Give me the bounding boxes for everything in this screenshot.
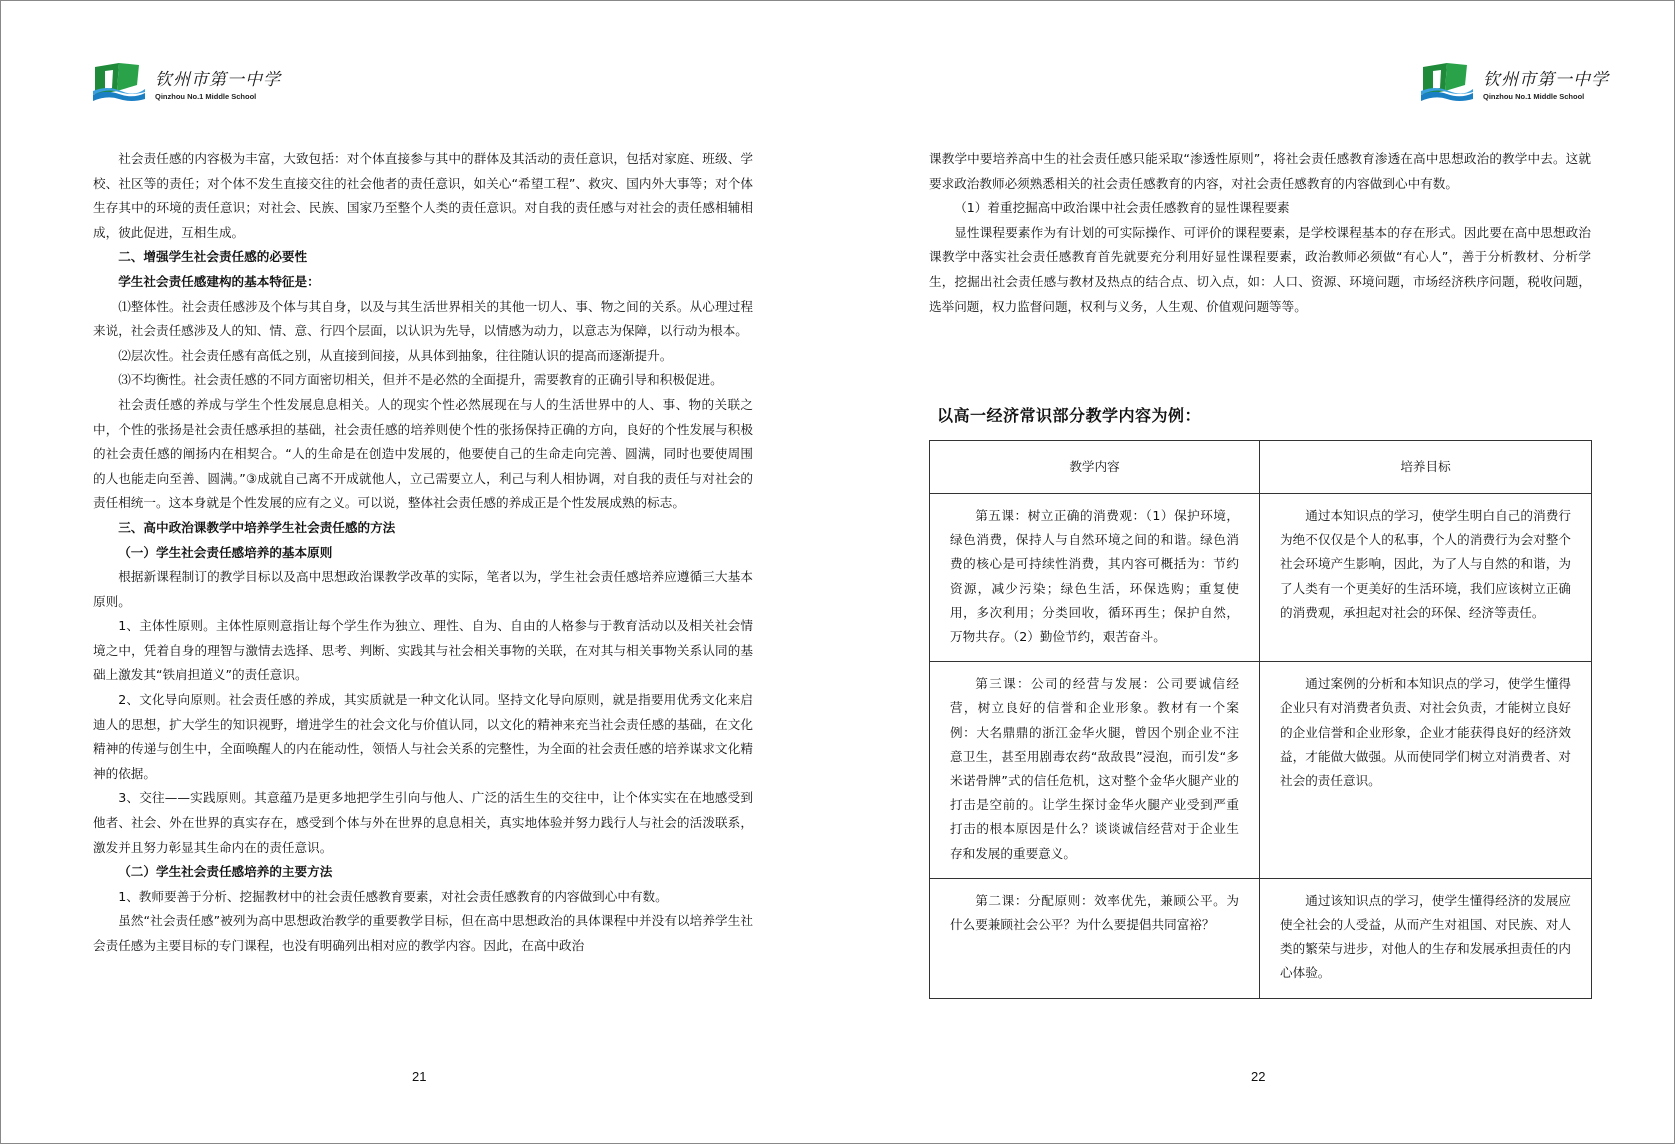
school-name-cn: 钦州市第一中学 xyxy=(1483,70,1609,90)
cell-text: 第三课：公司的经营与发展：公司要诚信经营，树立良好的信誉和企业形象。教材有一个案例：大名鼎鼎的浙江金华火腿，曾因个别企业不注意卫生，甚至用剧毒农药“敌敌畏”浸泡，而引发“多米诺骨牌”式的信任危机，这对整个金华火腿产业的打击是空前的。让学生探讨金华火腿产业受到严重打击的根本原因是什么？谈谈诚信经营对于企业生存和发展的重要意义。 xyxy=(950,676,1239,861)
paragraph: ⑵层次性。社会责任感有高低之别，从直接到间接，从具体到抽象，往往随认识的提高而逐渐提升。 xyxy=(118,347,673,363)
paragraph: ⑶不均衡性。社会责任感的不同方面密切相关，但并不是必然的全面提升，需要教育的正确引导和积极促进。 xyxy=(118,372,723,388)
paragraph: 显性课程要素作为有计划的可实际操作、可评价的课程要素，是学校课程基本的存在形式。因此要在高中思想政治课教学中落实社会责任感教育首先就要充分利用好显性课程要素，政治教师必须做“有心人”，善于分析教材、分析学生，挖掘出社会责任感与教材及热点的结合点、切入点，如：人口、资源、环境问题，市场经济秩序问题，税收问题，选举问题，权力监督问题，权利与义务，人生观、价值观问题等等。 xyxy=(929,224,1591,314)
subheading: （1）着重挖掘高中政治课中社会责任感教育的显性课程要素 xyxy=(954,200,1290,216)
subheading: （一）学生社会责任感培养的基本原则 xyxy=(118,544,333,560)
subheading: 学生社会责任感建构的基本特征是： xyxy=(118,273,320,289)
page-left xyxy=(1,1,839,1145)
school-name-en: Qinzhou No.1 Middle School xyxy=(155,92,257,101)
paragraph: 1、教师要善于分析、挖掘教材中的社会责任感教育要素，对社会责任感教育的内容做到心中有数。 xyxy=(118,888,668,904)
paragraph: 社会责任感的内容极为丰富，大致包括：对个体直接参与其中的群体及其活动的责任意识，包括对家庭、班级、学校、社区等的责任；对个体不发生直接交往的社会他者的责任意识，如关心“希望工程”、救灾、国内外大事等；对个体生存其中的环境的责任意识；对社会、民族、国家乃至整个人类的责任意识。对自我的责任感与对社会的责任感相辅相成，彼此促进，互相生成。 xyxy=(93,151,753,240)
table-cell-content xyxy=(930,878,1260,998)
school-name-en: Qinzhou No.1 Middle School xyxy=(1483,92,1585,101)
page-number: 22 xyxy=(1251,1069,1266,1084)
paragraph: ⑴整体性。社会责任感涉及个体与其自身，以及与其生活世界相关的其他一切人、事、物之间的关系。从心理过程来说，社会责任感涉及人的知、情、意、行四个层面，以认识为先导，以情感为动力，以意志为保障，以行动为根本。 xyxy=(93,298,753,339)
table-cell-goal xyxy=(1260,494,1592,662)
school-emblem-icon xyxy=(1419,61,1475,105)
cell-text: 通过本知识点的学习，使学生明白自己的消费行为绝不仅仅是个人的私事，个人的消费行为会对整个社会环境产生影响，因此，为了人与自然的和谐，为了人类有一个更美好的生活环境，我们应该树立正确的消费观，承担起对社会的环保、经济等责任。 xyxy=(1280,508,1571,620)
column-header-goal: 培养目标 xyxy=(1260,441,1592,494)
paragraph: 1、主体性原则。主体性原则意指让每个学生作为独立、理性、自为、自由的人格参与于教育活动以及相关社会情境之中，凭着自身的理智与激情去选择、思考、判断、实践其与社会相关事物的关联，在对其与相关事物关系认同的基础上激发其“铁肩担道义”的责任意识。 xyxy=(93,618,753,683)
left-body-text xyxy=(93,147,753,959)
school-logo xyxy=(1419,61,1609,105)
cell-text: 通过该知识点的学习，使学生懂得经济的发展应使全社会的人受益，从而产生对祖国、对民族、对人类的繁荣与进步，对他人的生存和发展承担责任的内心体验。 xyxy=(1280,892,1571,981)
cell-text: 通过案例的分析和本知识点的学习，使学生懂得企业只有对消费者负责、对社会负责，才能树立良好的企业信誉和企业形象，企业才能获得良好的经济效益，才能做大做强。从而使同学们树立对消费者、对社会的责任意识。 xyxy=(1280,676,1571,789)
page-right xyxy=(839,1,1677,1145)
table-cell-content xyxy=(930,494,1260,662)
paragraph: 3、交往——实践原则。其意蕴乃是更多地把学生引向与他人、广泛的活生生的交往中，让个体实实在在地感受到他者、社会、外在世界的真实存在，感受到个体与外在世界的息息相关，真实地体验并努力践行人与社会的活泼联系，激发并且努力彰显其生命内在的责任意识。 xyxy=(93,790,753,855)
table-row xyxy=(930,494,1592,662)
subheading: （二）学生社会责任感培养的主要方法 xyxy=(118,864,333,880)
paragraph: 社会责任感的养成与学生个性发展息息相关。人的现实个性必然展现在与人的生活世界中的人、事、物的关联之中，个性的张扬是社会责任感承担的基础，社会责任感的培养则使个性的张扬保持正确的方向，良好的个性发展与积极的社会责任感的阐扬内在相契合。“人的生命是在创造中发展的，他要使自己的生命走向完善、圆满，同时也要使周围的人也能走向至善、圆满。”③成就自己离不开成就他人，立己需要立人，利己与利人相协调，对自我的责任与对社会的责任相统一。这本身就是个性发展的应有之义。可以说，整体社会责任感的养成正是个性发展成熟的标志。 xyxy=(93,396,753,511)
table-row xyxy=(930,662,1592,879)
table-cell-goal xyxy=(1260,662,1592,879)
section-heading: 二、增强学生社会责任感的必要性 xyxy=(118,249,308,265)
section-heading: 三、高中政治课教学中培养学生社会责任感的方法 xyxy=(118,519,396,535)
table-header-row xyxy=(930,441,1592,494)
table-cell-goal xyxy=(1260,878,1592,998)
right-body-text xyxy=(929,147,1591,319)
cell-text: 第二课：分配原则：效率优先，兼顾公平。为什么要兼顾社会公平？为什么要提倡共同富裕？ xyxy=(950,892,1239,933)
paragraph: 虽然“社会责任感”被列为高中思想政治教学的重要教学目标，但在高中思想政治的具体课程中并没有以培养学生社会责任感为主要目标的专门课程，也没有明确列出相对应的教学内容。因此，在高中政治 xyxy=(93,913,753,953)
table-cell-content xyxy=(930,662,1260,879)
school-emblem-icon xyxy=(91,61,147,105)
paragraph: 根据新课程制订的教学目标以及高中思想政治课教学改革的实际，笔者以为，学生社会责任感培养应遵循三大基本原则。 xyxy=(93,569,753,609)
paragraph: 课教学中要培养高中生的社会责任感只能采取“渗透性原则”，将社会责任感教育渗透在高中思想政治的教学中去。这就要求政治教师必须熟悉相关的社会责任感教育的内容，对社会责任感教育的内容做到心中有数。 xyxy=(929,151,1591,191)
table-row xyxy=(930,878,1592,998)
paragraph: 2、文化导向原则。社会责任感的养成，其实质就是一种文化认同。坚持文化导向原则，就是指要用优秀文化来启迪人的思想，扩大学生的知识视野，增进学生的社会文化与价值认同，以文化的精神来充当社会责任感的基础，在文化精神的传递与创生中，全面唤醒人的内在能动性，领悟人与社会关系的完整性，为全面的社会责任感的培养谋求文化精神的依据。 xyxy=(93,692,753,781)
teaching-content-table xyxy=(929,440,1592,999)
table-heading: 以高一经济常识部分教学内容为例： xyxy=(937,406,1202,425)
column-header-content: 教学内容 xyxy=(930,441,1260,494)
cell-text: 第五课：树立正确的消费观：（1）保护环境，绿色消费，保持人与自然环境之间的和谐。绿色消费的核心是可持续性消费，其内容可概括为：节约资源，减少污染；绿色生活，环保选购；重复使用，多次利用；分类回收，循环再生；保护自然，万物共存。（2）勤俭节约，艰苦奋斗。 xyxy=(950,508,1239,645)
page-number: 21 xyxy=(412,1069,427,1084)
school-logo xyxy=(91,61,281,105)
school-name-cn: 钦州市第一中学 xyxy=(155,70,281,90)
